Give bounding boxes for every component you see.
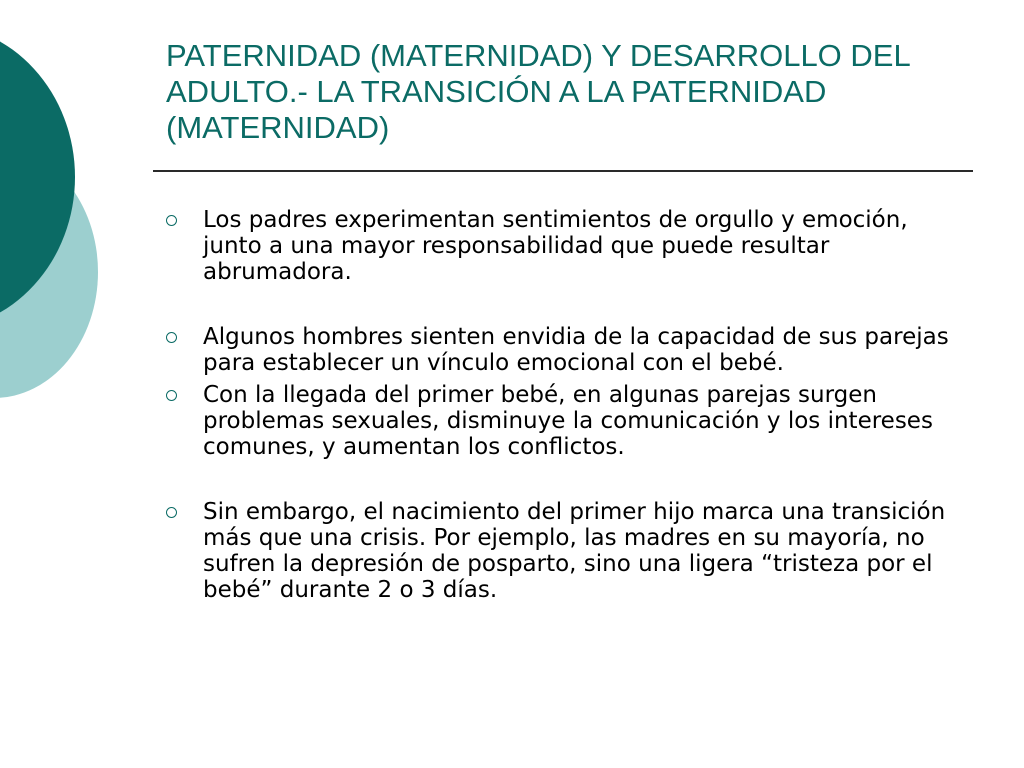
- bullet-text: Los padres experimentan sentimientos de orgullo y emoción, junto a una mayor responsabilidad que puede resultar abrumadora.: [203, 207, 908, 285]
- bullet-list: [166, 207, 966, 603]
- bullet-text: Sin embargo, el nacimiento del primer hijo marca una transición más que una crisis. Por ejemplo, las madres en su mayoría, no sufren la depresión de posparto, sino una ligera “tristeza por el bebé” durante 2 o 3 días.: [203, 499, 946, 603]
- bullet-item: [166, 207, 966, 285]
- bullet-item: [166, 324, 966, 376]
- bullet-text: Con la llegada del primer bebé, en algunas parejas surgen problemas sexuales, disminuye la comunicación y los intereses comunes, y aumentan los conflictos.: [203, 382, 933, 460]
- bullet-item: [166, 382, 966, 460]
- hollow-circle-icon: [166, 332, 177, 343]
- title-divider: [153, 170, 973, 172]
- hollow-circle-icon: [166, 390, 177, 401]
- bullet-text: Algunos hombres sienten envidia de la capacidad de sus parejas para establecer un vínculo emocional con el bebé.: [203, 324, 949, 376]
- hollow-circle-icon: [166, 215, 177, 226]
- hollow-circle-icon: [166, 507, 177, 518]
- bullet-item: [166, 499, 966, 603]
- slide-title: PATERNIDAD (MATERNIDAD) Y DESARROLLO DEL ADULTO.- LA TRANSICIÓN A LA PATERNIDAD (MATERNIDAD): [166, 38, 910, 145]
